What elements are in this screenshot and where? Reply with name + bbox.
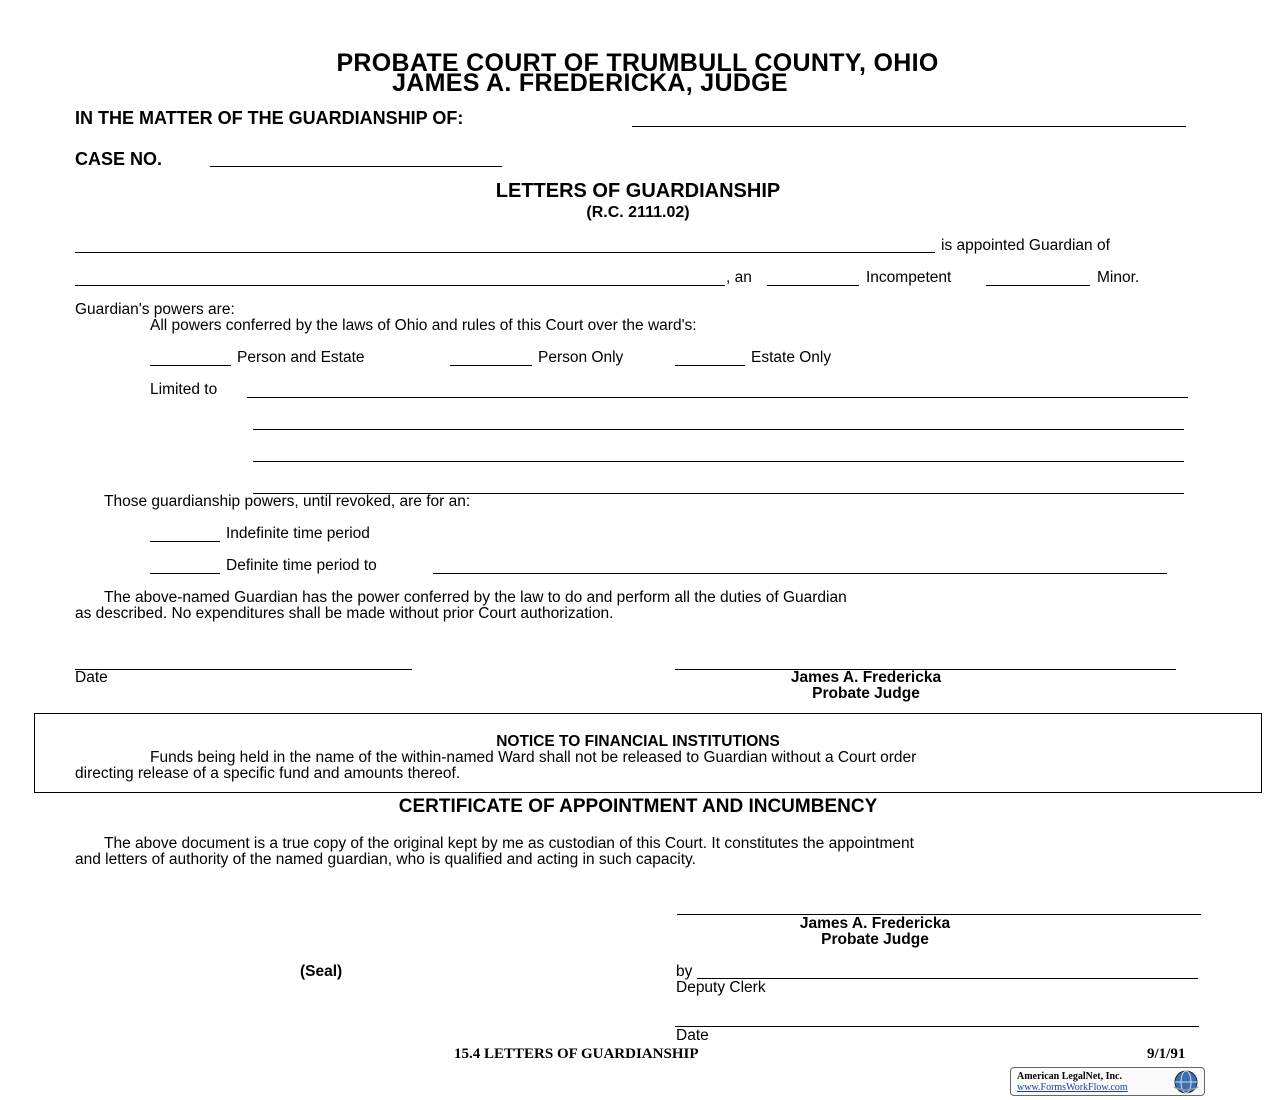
indefinite-label: Indefinite time period — [226, 525, 370, 542]
cert-date-field[interactable] — [675, 1026, 1199, 1027]
definite-mark-field[interactable] — [150, 573, 220, 574]
court-title: PROBATE COURT OF TRUMBULL COUNTY, OHIO — [336, 49, 939, 77]
power-paragraph-line2: as described. No expenditures shall be made without prior Court authorization. — [75, 605, 614, 622]
person-estate-mark-field[interactable] — [150, 365, 231, 366]
notice-line1: Funds being held in the name of the within-named Ward shall not be released to Guardian without a Court order — [150, 749, 917, 766]
minor-mark-field[interactable] — [986, 285, 1090, 286]
judge-role: Probate Judge — [812, 685, 920, 702]
appointed-text: is appointed Guardian of — [941, 237, 1110, 254]
guardian-name-field[interactable] — [75, 252, 935, 253]
person-estate-label: Person and Estate — [237, 349, 365, 366]
limited-to-field-3[interactable] — [253, 461, 1184, 462]
certificate-title: CERTIFICATE OF APPOINTMENT AND INCUMBENCY — [398, 796, 878, 817]
estate-only-mark-field[interactable] — [675, 365, 745, 366]
cert-judge-name: James A. Fredericka — [799, 915, 951, 932]
powers-intro: Guardian's powers are: — [75, 301, 235, 318]
certificate-line2: and letters of authority of the named guardian, who is qualified and acting in such capacity. — [75, 851, 696, 868]
form-date: 9/1/91 — [1147, 1046, 1186, 1062]
indefinite-mark-field[interactable] — [150, 541, 220, 542]
guardianship-of-field[interactable] — [632, 126, 1186, 127]
incompetent-mark-field[interactable] — [767, 285, 859, 286]
limited-to-field-1[interactable] — [247, 397, 1188, 398]
form-id: 15.4 LETTERS OF GUARDIANSHIP — [454, 1046, 699, 1062]
case-no-field[interactable] — [210, 166, 502, 167]
form-title: LETTERS OF GUARDIANSHIP — [495, 180, 781, 202]
globe-icon — [1171, 1069, 1201, 1095]
deputy-clerk-label: Deputy Clerk — [676, 979, 766, 996]
by-label: by — [676, 963, 693, 980]
statute-ref: (R.C. 2111.02) — [586, 204, 690, 221]
power-paragraph-line1: The above-named Guardian has the power conferred by the law to do and perform all the duties of Guardian — [104, 589, 847, 606]
seal-label: (Seal) — [300, 963, 343, 980]
vendor-url[interactable]: www.FormsWorkFlow.com — [1017, 1082, 1128, 1093]
vendor-logo — [1010, 1067, 1205, 1096]
judge-name: James A. Fredericka — [790, 669, 942, 686]
minor-label: Minor. — [1097, 269, 1140, 286]
cert-judge-role: Probate Judge — [821, 931, 929, 948]
person-only-label: Person Only — [538, 349, 624, 366]
person-only-mark-field[interactable] — [450, 365, 532, 366]
deputy-clerk-signature-field[interactable] — [697, 978, 1198, 979]
cert-date-label: Date — [676, 1027, 709, 1044]
limited-to-field-2[interactable] — [253, 429, 1184, 430]
matter-label: IN THE MATTER OF THE GUARDIANSHIP OF: — [75, 108, 464, 128]
date-field[interactable] — [75, 669, 412, 670]
judge-title: JAMES A. FREDERICKA, JUDGE — [392, 69, 788, 97]
ward-name-field[interactable] — [75, 285, 725, 286]
date-label: Date — [75, 669, 108, 686]
notice-line2: directing release of a specific fund and amounts thereof. — [75, 765, 461, 782]
revoked-text: Those guardianship powers, until revoked, are for an: — [104, 493, 471, 510]
definite-date-field[interactable] — [433, 573, 1167, 574]
powers-all-text: All powers conferred by the laws of Ohio and rules of this Court over the ward's: — [150, 317, 697, 334]
limited-to-label: Limited to — [150, 381, 218, 398]
incompetent-label: Incompetent — [866, 269, 952, 286]
notice-title: NOTICE TO FINANCIAL INSTITUTIONS — [496, 733, 780, 750]
case-no-label: CASE NO. — [75, 149, 163, 169]
vendor-name: American LegalNet, Inc. — [1017, 1071, 1122, 1082]
certificate-line1: The above document is a true copy of the original kept by me as custodian of this Court. It constitutes the appointment — [104, 835, 914, 852]
an-text: , an — [726, 269, 752, 286]
estate-only-label: Estate Only — [751, 349, 832, 366]
definite-label: Definite time period to — [226, 557, 377, 574]
